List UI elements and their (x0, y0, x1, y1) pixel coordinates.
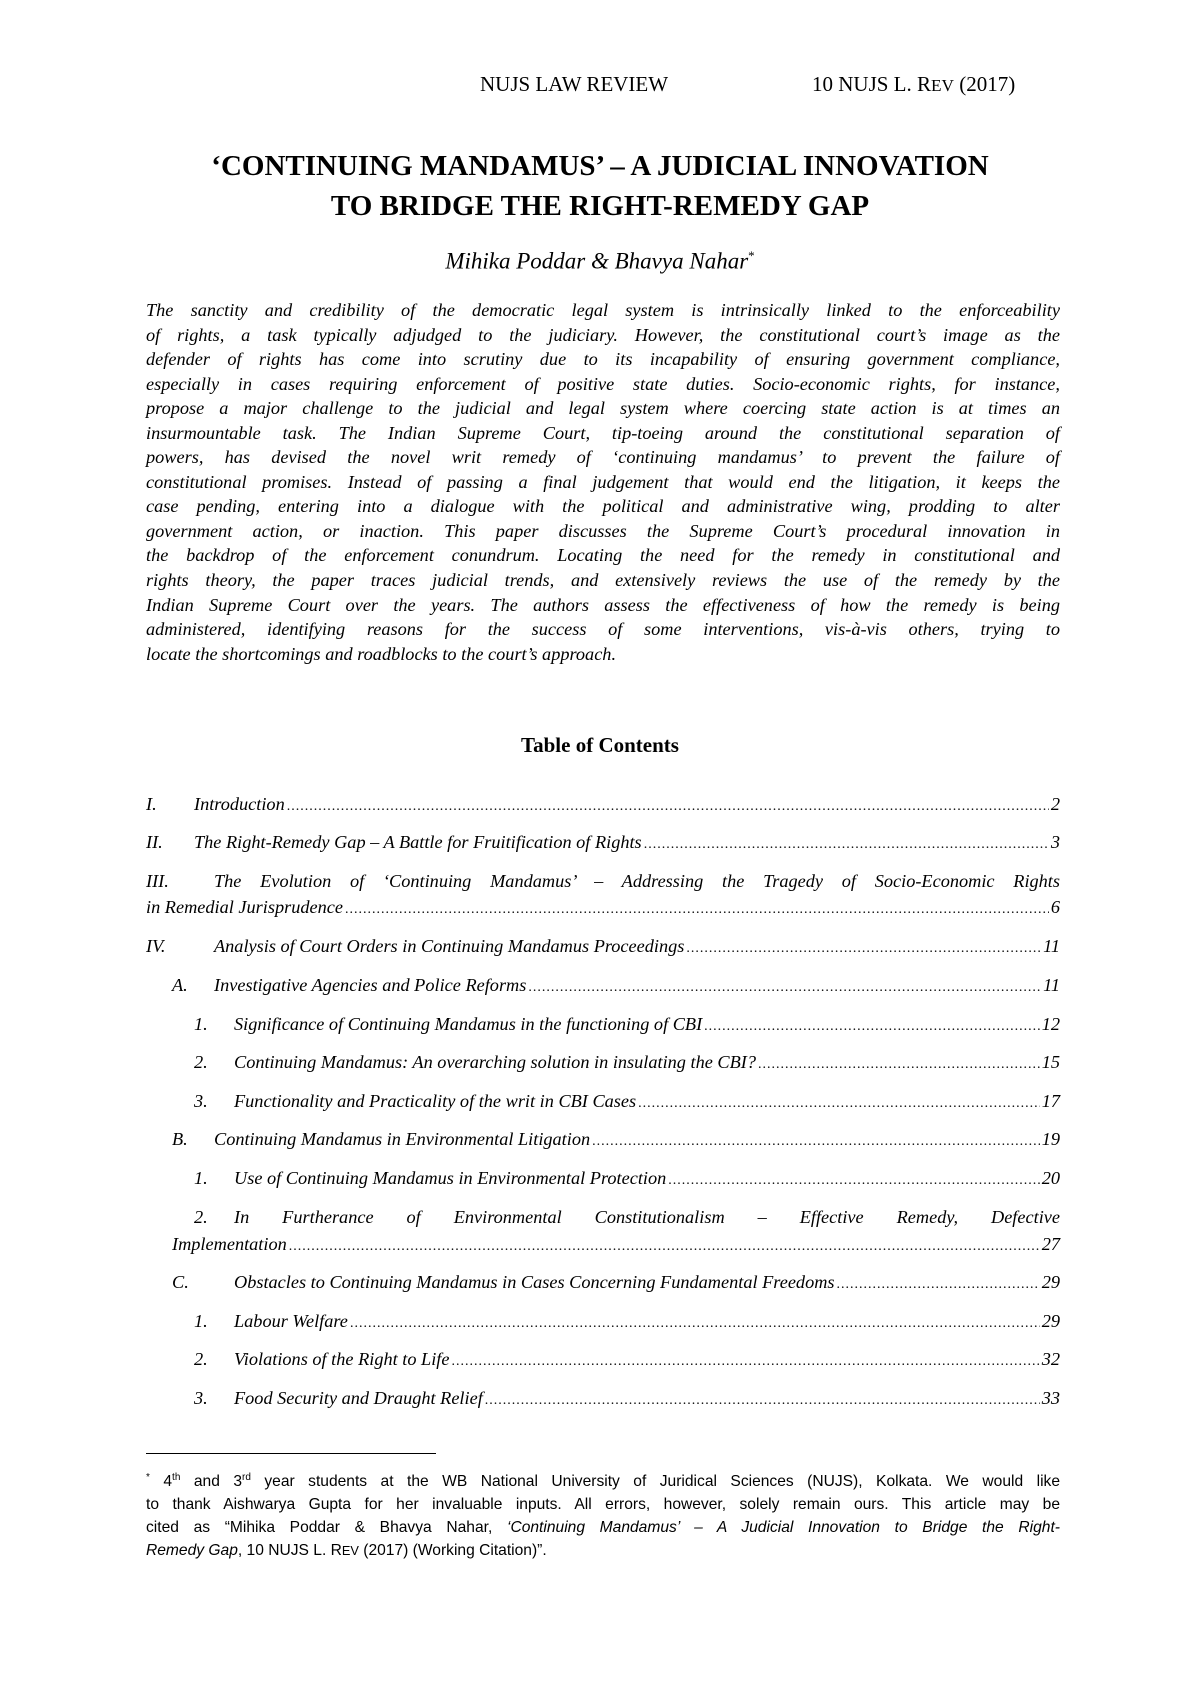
abstract-line: of rights, a task typically adjudged to the judiciary. However, the constitutional court’s image as the (146, 324, 1060, 345)
toc-entry-number: 1. (194, 1168, 208, 1188)
toc-entry-title: Use of Continuing Mandamus in Environmental Protection (234, 1168, 667, 1188)
footnote (146, 1470, 1060, 1562)
toc-entry-title-cont: in Remedial Jurisprudence (146, 897, 343, 917)
toc-entry-continuation[interactable] (172, 1234, 1060, 1260)
toc-entry-title: Violations of the Right to Life (234, 1349, 450, 1369)
toc-page-number: 32 (1041, 1349, 1060, 1369)
toc-entry[interactable] (194, 1168, 1060, 1194)
toc-entry-title: In Furtherance of Environmental Constitutionalism – Effective Remedy, Defective (234, 1207, 1060, 1227)
toc-leader-dots (837, 1277, 1040, 1293)
toc-entry-title: Introduction (194, 794, 285, 814)
toc-entry-title: Food Security and Draught Relief (234, 1388, 483, 1408)
journal-citation: 10 NUJS L. REV (2017) (812, 72, 1016, 96)
toc-page-number: 27 (1041, 1234, 1060, 1254)
toc-entry-number: II. (146, 832, 163, 852)
toc-entry[interactable] (194, 1014, 1060, 1040)
toc-entry-number: I. (146, 794, 157, 814)
toc-leader-dots (644, 837, 1049, 853)
abstract-line: powers, has devised the novel writ remedy of ‘continuing mandamus’ to prevent the failure of (146, 447, 1060, 468)
toc-entry-number: III. (146, 871, 169, 891)
toc-entry-number: IV. (146, 936, 166, 956)
toc-leader-dots (345, 902, 1049, 918)
footnote-divider (146, 1453, 436, 1454)
toc-entry-number: 2. (194, 1207, 208, 1227)
toc-entry-number: C. (172, 1272, 189, 1292)
article-title (100, 146, 1100, 226)
toc-entry-title: Obstacles to Continuing Mandamus in Cases Concerning Fundamental Freedoms (234, 1272, 835, 1292)
toc-leader-dots (704, 1019, 1040, 1035)
abstract-line: administered, identifying reasons for the success of some interventions, vis-à-vis others, trying to (146, 619, 1060, 640)
toc-entry-number: 2. (194, 1349, 208, 1369)
abstract-line: rights theory, the paper traces judicial trends, and extensively reviews the use of the remedy by the (146, 570, 1060, 591)
toc-entry-title: Functionality and Practicality of the writ in CBI Cases (234, 1091, 637, 1111)
abstract-line: Indian Supreme Court over the years. The authors assess the effectiveness of how the remedy is being (146, 594, 1060, 615)
toc-entry-title: Significance of Continuing Mandamus in the functioning of CBI (234, 1014, 703, 1034)
journal-name: NUJS LAW REVIEW (480, 72, 669, 96)
toc-entry-number: 2. (194, 1052, 208, 1072)
toc-page-number: 12 (1041, 1014, 1060, 1034)
toc-entry[interactable] (146, 1207, 1060, 1233)
abstract-line: especially in cases requiring enforcement of positive state duties. Socio-economic rights, for instance, (146, 373, 1060, 394)
toc-entry-number: 1. (194, 1014, 208, 1034)
toc-page-number: 6 (1050, 897, 1060, 917)
toc-entry[interactable] (194, 1311, 1060, 1337)
toc-entry[interactable] (172, 1129, 1060, 1155)
toc-entry-title: The Right-Remedy Gap – A Battle for Fruitification of Rights (194, 832, 642, 852)
toc-page-number: 20 (1041, 1168, 1060, 1188)
toc-page-number: 33 (1041, 1388, 1060, 1408)
toc-page-number: 17 (1041, 1091, 1060, 1111)
author-line (0, 248, 1200, 275)
toc-entry-title: Analysis of Court Orders in Continuing Mandamus Proceedings (214, 936, 685, 956)
abstract-line: constitutional promises. Instead of passing a final judgement that would end the litigation, it keeps the (146, 471, 1060, 492)
toc-leader-dots (287, 799, 1049, 815)
toc-heading: Table of Contents (521, 733, 679, 757)
toc-entry[interactable] (172, 975, 1060, 1001)
toc-leader-dots (528, 980, 1041, 996)
footnote-line: * 4th and 3rd year students at the WB National University of Juridical Sciences (NUJS), Kolkata. We would like (146, 1471, 1060, 1490)
toc-page-number: 19 (1041, 1129, 1060, 1149)
author-names: Mihika Poddar & Bhavya Nahar (445, 248, 749, 274)
abstract (146, 298, 1060, 666)
title-line-2: TO BRIDGE THE RIGHT-REMEDY GAP (330, 190, 870, 222)
toc-leader-dots (592, 1134, 1040, 1150)
toc-entry[interactable] (146, 871, 1060, 897)
toc-page-number: 11 (1043, 936, 1060, 956)
toc-entry[interactable] (194, 1091, 1060, 1117)
toc-entry-number: 3. (194, 1388, 208, 1408)
toc-entry[interactable] (194, 1388, 1060, 1414)
toc-entry-title-cont: Implementation (172, 1234, 287, 1254)
toc-page-number: 11 (1043, 975, 1060, 995)
toc-entry[interactable] (146, 832, 1060, 858)
abstract-line: propose a major challenge to the judicial and legal system where coercing state action is at times an (146, 398, 1060, 419)
toc-page-number: 29 (1041, 1272, 1060, 1292)
toc-leader-dots (485, 1393, 1040, 1409)
abstract-line: The sanctity and credibility of the democratic legal system is intrinsically linked to the enforceability (146, 300, 1060, 320)
author-footnote-marker: * (748, 248, 755, 263)
toc-entry-title: The Evolution of ‘Continuing Mandamus’ – Addressing the Tragedy of Socio-Economic Rights (214, 871, 1060, 891)
toc-entry[interactable] (194, 1052, 1060, 1078)
abstract-line: case pending, entering into a dialogue with the political and administrative wing, prodding to alter (146, 496, 1060, 517)
toc-page-number: 3 (1050, 832, 1060, 852)
toc-page-number: 15 (1041, 1052, 1060, 1072)
toc-entry[interactable] (194, 1349, 1060, 1375)
abstract-line: government action, or inaction. This paper discusses the Supreme Court’s procedural innovation in (146, 520, 1060, 541)
toc-entry[interactable] (172, 1272, 1060, 1298)
toc-leader-dots (289, 1239, 1040, 1255)
toc-page-number: 29 (1041, 1311, 1060, 1331)
toc-leader-dots (758, 1057, 1040, 1073)
toc-leader-dots (686, 941, 1041, 957)
toc-entry-number: B. (172, 1129, 188, 1149)
running-header (0, 72, 1200, 102)
abstract-line: the backdrop of the enforcement conundrum. Locating the need for the remedy in constitutional and (146, 545, 1060, 566)
toc-entry-title: Investigative Agencies and Police Reforms (214, 975, 527, 995)
toc-entry-number: A. (172, 975, 188, 995)
toc-entry-number: 1. (194, 1311, 208, 1331)
toc-entry-title: Labour Welfare (234, 1311, 348, 1331)
toc-entry-number: 3. (194, 1091, 208, 1111)
footnote-line: cited as “Mihika Poddar & Bhavya Nahar, ‘Continuing Mandamus’ – A Judicial Innovation to Bridge the Right- (146, 1519, 1060, 1536)
toc-entry-title: Continuing Mandamus in Environmental Litigation (214, 1129, 591, 1149)
toc-entry-title: Continuing Mandamus: An overarching solution in insulating the CBI? (234, 1052, 757, 1072)
toc-page-number: 2 (1050, 794, 1060, 814)
abstract-line: insurmountable task. The Indian Supreme Court, tip-toeing around the constitutional separation of (146, 422, 1060, 443)
toc-leader-dots (451, 1354, 1039, 1370)
toc-leader-dots (638, 1096, 1040, 1112)
toc-leader-dots (668, 1173, 1039, 1189)
toc-entry-continuation[interactable] (146, 897, 1060, 923)
toc-leader-dots (350, 1316, 1040, 1332)
toc-entry[interactable] (146, 936, 1060, 962)
title-line-1: ‘CONTINUING MANDAMUS’ – A JUDICIAL INNOVATION (211, 150, 989, 182)
footnote-line: Remedy Gap, 10 NUJS L. REV (2017) (Working Citation)”. (146, 1542, 547, 1559)
toc-entry[interactable] (146, 794, 1060, 820)
footnote-line: to thank Aishwarya Gupta for her invaluable inputs. All errors, however, solely remain ours. This article may be (146, 1496, 1060, 1513)
abstract-line: locate the shortcomings and roadblocks to the court’s approach. (146, 643, 617, 664)
abstract-line: defender of rights has come into scrutiny due to its incapability of ensuring government compliance, (146, 349, 1060, 370)
